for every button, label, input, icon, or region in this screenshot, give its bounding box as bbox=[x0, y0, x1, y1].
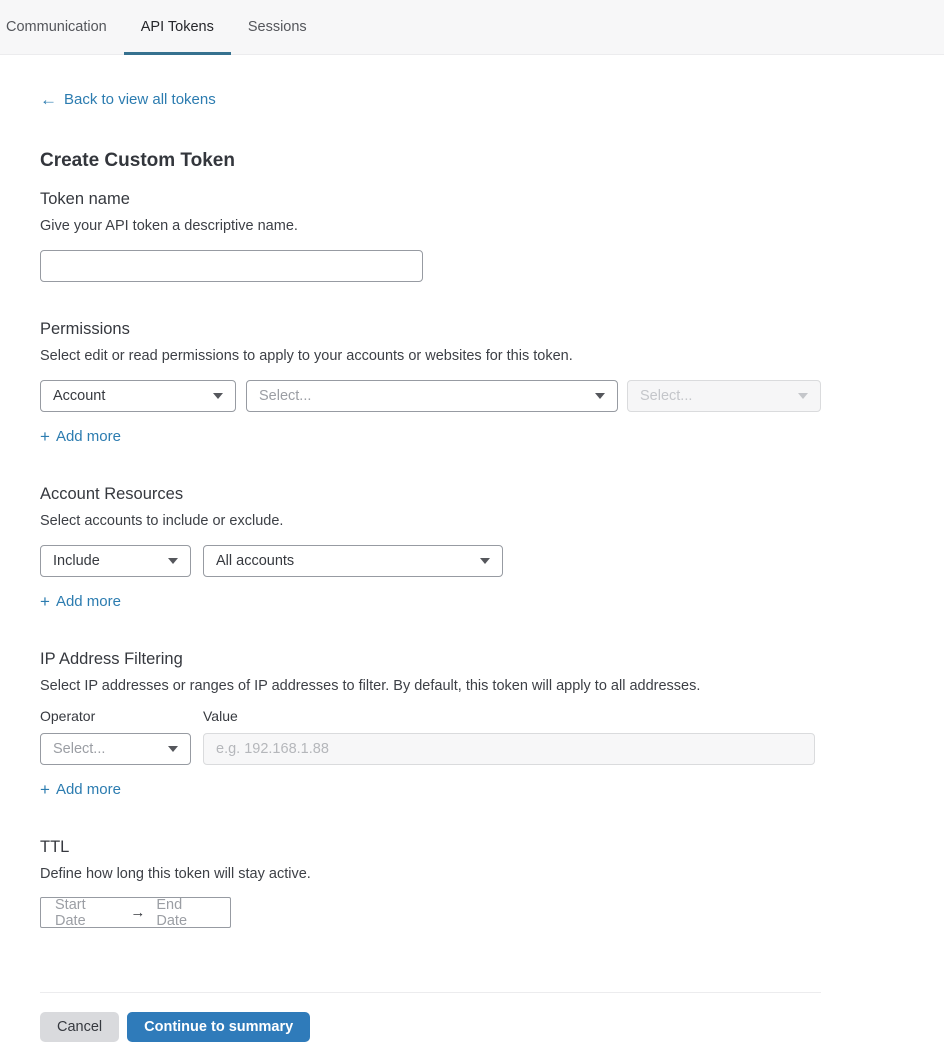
cancel-button[interactable]: Cancel bbox=[40, 1012, 119, 1042]
ttl-section bbox=[40, 838, 860, 928]
permission-access-select bbox=[627, 380, 821, 412]
chevron-down-icon bbox=[168, 746, 178, 752]
permission-group-select[interactable] bbox=[246, 380, 618, 412]
permissions-description: Select edit or read permissions to apply to your accounts or websites for this token. bbox=[40, 348, 573, 364]
tab-api-tokens[interactable]: API Tokens bbox=[124, 0, 231, 54]
ip-value-input bbox=[203, 733, 815, 765]
tab-bar bbox=[0, 0, 944, 55]
back-arrow-icon: ← bbox=[40, 90, 57, 109]
plus-icon: + bbox=[40, 592, 50, 611]
create-token-form bbox=[0, 55, 860, 1042]
permission-scope-select[interactable] bbox=[40, 380, 236, 412]
account-resources-mode-select[interactable] bbox=[40, 545, 191, 577]
token-name-input[interactable] bbox=[40, 250, 423, 282]
permissions-heading: Permissions bbox=[40, 320, 130, 338]
continue-to-summary-button[interactable]: Continue to summary bbox=[127, 1012, 310, 1042]
ip-operator-placeholder: Select... bbox=[53, 741, 106, 757]
ip-filtering-heading: IP Address Filtering bbox=[40, 650, 183, 668]
footer-actions bbox=[40, 1012, 860, 1042]
footer-divider bbox=[40, 992, 821, 993]
add-more-label: Add more bbox=[55, 781, 121, 798]
arrow-right-icon: → bbox=[130, 904, 146, 921]
add-more-label: Add more bbox=[55, 428, 121, 445]
permission-scope-value: Account bbox=[53, 388, 106, 404]
ip-filtering-section bbox=[40, 650, 860, 800]
account-resources-heading: Account Resources bbox=[40, 485, 184, 503]
account-resources-mode-value: Include bbox=[53, 553, 100, 569]
add-more-label: Add more bbox=[55, 593, 121, 610]
chevron-down-icon bbox=[595, 393, 605, 399]
chevron-down-icon bbox=[213, 393, 223, 399]
operator-label: Operator bbox=[40, 708, 96, 724]
account-resources-section bbox=[40, 485, 860, 612]
ttl-date-range-picker[interactable] bbox=[40, 897, 231, 928]
account-resources-accounts-select[interactable] bbox=[203, 545, 503, 577]
tab-sessions[interactable]: Sessions bbox=[247, 19, 307, 35]
ip-filtering-add-more-link[interactable] bbox=[40, 781, 121, 798]
permissions-section bbox=[40, 320, 860, 447]
plus-icon: + bbox=[40, 427, 50, 446]
permissions-add-more-link[interactable] bbox=[40, 428, 121, 445]
chevron-down-icon bbox=[480, 558, 490, 564]
ip-operator-select[interactable] bbox=[40, 733, 191, 765]
page-title: Create Custom Token bbox=[40, 150, 235, 171]
token-name-section bbox=[40, 190, 860, 282]
account-resources-description: Select accounts to include or exclude. bbox=[40, 513, 284, 529]
end-date-placeholder: End Date bbox=[156, 896, 188, 929]
tab-communication[interactable]: Communication bbox=[6, 19, 107, 35]
permission-access-placeholder: Select... bbox=[640, 388, 693, 404]
ip-filtering-description: Select IP addresses or ranges of IP addresses to filter. By default, this token will apply to all addresses. bbox=[40, 678, 701, 694]
chevron-down-icon bbox=[798, 393, 808, 399]
start-date-placeholder: Start Date bbox=[55, 896, 86, 929]
value-label: Value bbox=[203, 708, 238, 724]
back-to-tokens-link[interactable] bbox=[40, 91, 216, 108]
account-resources-accounts-value: All accounts bbox=[216, 553, 295, 569]
token-name-description: Give your API token a descriptive name. bbox=[40, 218, 298, 234]
account-resources-add-more-link[interactable] bbox=[40, 593, 121, 610]
permission-group-placeholder: Select... bbox=[259, 388, 312, 404]
back-link-label: Back to view all tokens bbox=[64, 91, 216, 108]
ttl-heading: TTL bbox=[40, 838, 70, 856]
chevron-down-icon bbox=[168, 558, 178, 564]
token-name-heading: Token name bbox=[40, 190, 130, 208]
plus-icon: + bbox=[40, 780, 50, 799]
ttl-description: Define how long this token will stay active. bbox=[40, 866, 311, 882]
